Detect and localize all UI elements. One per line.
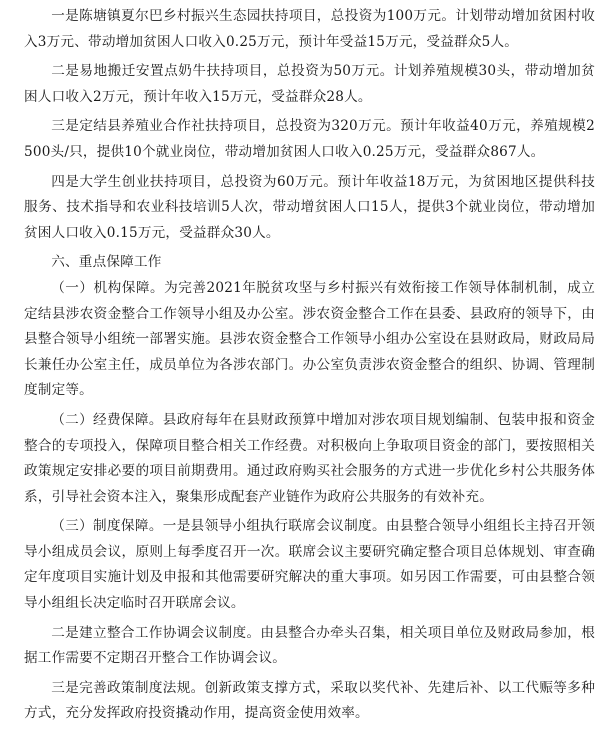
paragraph-coordination-meeting: 二是建立整合工作协调会议制度。由县整合办牵头召集，相关项目单位及财政局参加，根据工作需要不定期召开整合工作协调会议。 [24,624,595,667]
paragraph-organization-guarantee: （一）机构保障。为完善2021年脱贫攻坚与乡村振兴有效衔接工作领导体制机制，成立定结县涉农资金整合工作领导小组及办公室。涉农资金整合工作在县委、县政府的领导下，由县整合领导小组统一部署实施。县涉农资金整合工作领导小组办公室设在县财政局，财政局局长兼任办公室主任，成员单位为各涉农部门。办公室负责涉农资金整合的组织、协调、管理制度制定等。 [24,279,595,399]
paragraph-project-2: 二是易地搬迁安置点奶牛扶持项目，总投资为50万元。计划养殖规模30头，带动增加贫困人口收入2万元，预计年收入15万元，受益群众28人。 [24,63,595,105]
paragraph-institution-guarantee: （三）制度保障。一是县领导小组执行联席会议制度。由县整合领导小组组长主持召开领导小组成员会议，原则上每季度召开一次。联席会议主要研究确定整合项目总体规划、审查确定年度项目实施计划及申报和其他需要研究解决的重大事项。如另因工作需要，可由县整合领导小组组长决定临时召开联席会议。 [24,518,595,612]
paragraph-policy-improvement: 三是完善政策制度法规。创新政策支撑方式，采取以奖代补、先建后补、以工代赈等多种方式，充分发挥政府投资撬动作用，提高资金使用效率。 [24,679,595,722]
paragraph-project-3: 三是定结县养殖业合作社扶持项目，总投资为320万元。预计年收益40万元，养殖规模2500头/只，提供10个就业岗位，带动增加贫困人口收入0.25万元，受益群众867人。 [24,118,595,160]
paragraph-project-1: 一是陈塘镇夏尔巴乡村振兴生态园扶持项目，总投资为100万元。计划带动增加贫困村收入3万元、带动增加贫困人口收入0.25万元，预计年受益15万元，受益群众5人。 [24,8,595,50]
paragraph-project-4: 四是大学生创业扶持项目，总投资为60万元。预计年收益18万元，为贫困地区提供科技服务、技术指导和农业科技培训5人次，带动增贫困人口15人，提供3个就业岗位，带动增加贫困人口收入0.15万元，受益群众30人。 [24,173,595,241]
paragraph-funding-guarantee: （二）经费保障。县政府每年在县财政预算中增加对涉农项目规划编制、包装申报和资金整合的专项投入，保障项目整合相关工作经费。对积极向上争取项目资金的部门，要按照相关政策规定安排必要的项目前期费用。通过政府购买社会服务的方式进一步优化乡村公共服务体系，引导社会资本注入，聚集形成配套产业链作为政府公共服务的有效补充。 [24,411,595,505]
section-heading: 六、重点保障工作 [51,254,162,271]
